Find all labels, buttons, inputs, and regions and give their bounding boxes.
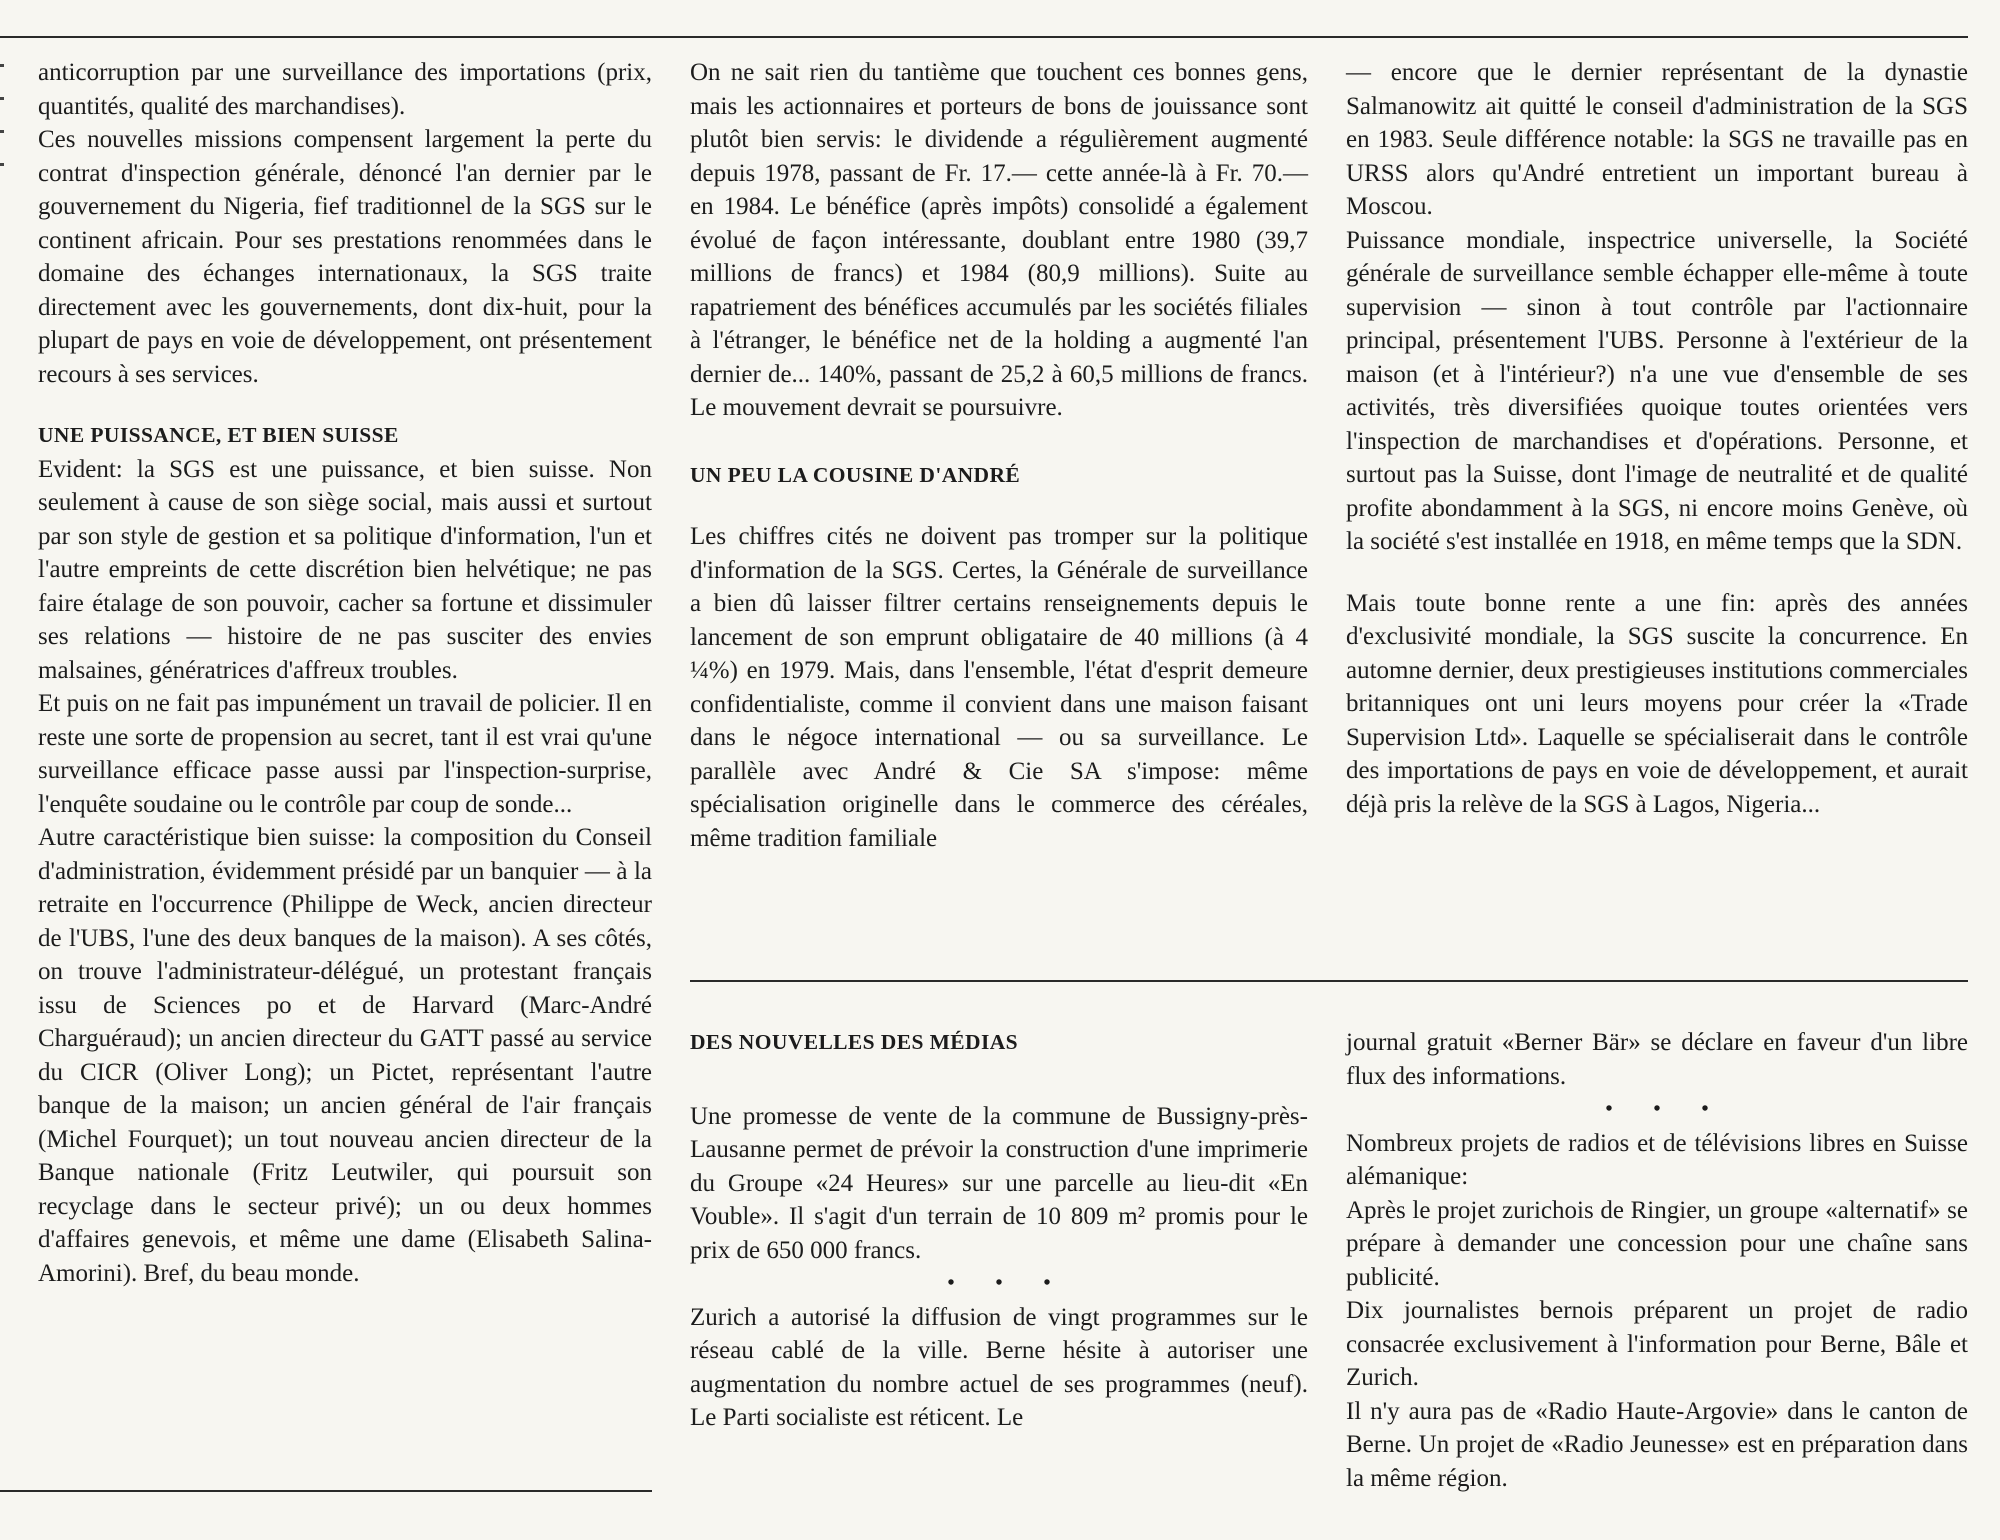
media-separator-1: • • • <box>947 1272 1069 1294</box>
col1-heading: UNE PUISSANCE, ET BIEN SUISSE <box>38 423 399 447</box>
col3-paragraph-1: — encore que le dernier représentant de la dynastie Salmanowitz ait quitté le conseil d'administration de la SGS en 1983. Seule différence notable: la SGS ne travaille pas en URSS alors qu'André entretient un important bureau à Moscou. <box>1346 59 1968 220</box>
media-heading: DES NOUVELLES DES MÉDIAS <box>690 1030 1019 1054</box>
media-separator-2: • • • <box>1605 1098 1727 1120</box>
media-paragraph-7: Il n'y aura pas de «Radio Haute-Argovie» dans le canton de Berne. Un projet de «Radio Jeunesse» est en préparation dans la même région. <box>1346 1397 1968 1492</box>
column-3 <box>1346 56 1968 821</box>
media-paragraph-3: journal gratuit «Berner Bär» se déclare en faveur d'un libre flux des informations. <box>1346 1029 1968 1090</box>
media-paragraph-1: Une promesse de vente de la commune de Bussigny-près-Lausanne permet de prévoir la construction d'une imprimerie du Groupe «24 Heures» sur une parcelle au lieu-dit «En Vouble». Il s'agit d'un terrain de 10 809 m² promis pour le prix de 650 000 francs. <box>690 1102 1308 1264</box>
col1-paragraph-5: Autre caractéristique bien suisse: la composition du Conseil d'administration, évidemment présidé par un banquier — à la retraite en l'occurrence (Philippe de Weck, ancien directeur de l'UBS, l'une des deux banques de la maison). A ses côtés, on trouve l'administrateur-délégué, un protestant français issu de Sciences po et de Harvard (Marc-André Charguéraud); un ancien directeur du GATT passé au service du CICR (Oliver Long); un Pictet, représentant l'autre banque de la maison; un ancien général de l'air français (Michel Fourquet); un tout nouveau ancien directeur de la Banque nationale (Fritz Leutwiler, qui poursuit son recyclage dans le secteur privé); un ou deux hommes d'affaires genevois, et même une dame (Elisabeth Salina-Amorini). Bref, du beau monde. <box>38 824 652 1287</box>
media-section-rule <box>690 980 1968 982</box>
media-paragraph-6: Dix journalistes bernois préparent un projet de radio consacrée exclusivement à l'information pour Berne, Bâle et Zurich. <box>1346 1297 1968 1391</box>
media-paragraph-4: Nombreux projets de radios et de télévisions libres en Suisse alémanique: <box>1346 1129 1968 1190</box>
column-2 <box>690 56 1308 855</box>
media-column-left <box>690 1026 1308 1435</box>
col2-paragraph-2: Les chiffres cités ne doivent pas tromper sur la politique d'information de la SGS. Certes, la Générale de surveillance a bien dû laisser filtrer certains renseignements depuis le lancement de son emprunt obligataire de 40 millions (à 4 ¼%) en 1979. Mais, dans l'ensemble, l'état d'esprit demeure confidentialiste, comme il convient dans une maison faisant dans le négoce international — ou sa surveillance. Le parallèle avec André & Cie SA s'impose: même spécialisation originelle dans le commerce des céréales, même tradition familiale <box>690 523 1308 852</box>
col1-paragraph-4: Et puis on ne fait pas impunément un travail de policier. Il en reste une sorte de propension au secret, tant il est vrai qu'une surveillance efficace passe aussi par l'inspection-surprise, l'enquête soudaine ou le contrôle par coup de sonde... <box>38 690 652 818</box>
column-1 <box>38 56 652 1290</box>
col3-paragraph-2: Puissance mondiale, inspectrice universelle, la Société générale de surveillance semble échapper elle-même à toute supervision — sinon à tout contrôle par l'actionnaire principal, présentement l'UBS. Personne à l'extérieur de la maison (et à l'intérieur?) n'a une vue d'ensemble de ses activités, très diversifiées quoique toutes orientées vers l'inspection de marchandises et d'opérations. Personne, et surtout pas la Suisse, dont l'image de neutralité et de qualité profite abondamment à la SGS, ni encore moins Genève, où la société s'est installée en 1918, en même temps que la SDN. <box>1346 226 1968 555</box>
col3-paragraph-3: Mais toute bonne rente a une fin: après des années d'exclusivité mondiale, la SGS suscite la concurrence. En automne dernier, deux prestigieuses institutions commerciales britanniques ont uni leurs moyens pour créer la «Trade Supervision Ltd». Laquelle se spécialiserait dans le contrôle des importations de pays en voie de développement, et aurait déjà pris la relève de la SGS à Lagos, Nigeria... <box>1346 589 1968 818</box>
media-paragraph-2: Zurich a autorisé la diffusion de vingt programmes sur le réseau cablé de la ville. Berne hésite à autoriser une augmentation du nombre actuel de ses programmes (neuf). Le Parti socialiste est réticent. Le <box>690 1303 1308 1431</box>
col1-paragraph-1: anticorruption par une surveillance des importations (prix, quantités, qualité des marchandises). <box>38 59 652 120</box>
col2-heading: UN PEU LA COUSINE D'ANDRÉ <box>690 462 1021 487</box>
margin-ticks <box>0 64 6 196</box>
bottom-left-rule <box>0 1490 652 1492</box>
col1-paragraph-2: Ces nouvelles missions compensent largement la perte du contrat d'inspection générale, dénoncé l'an dernier par le gouvernement du Nigeria, fief traditionnel de la SGS sur le continent africain. Pour ses prestations renommées dans le domaine des échanges internationaux, la SGS traite directement avec les gouvernements, dont dix-huit, pour la plupart de pays en voie de développement, ont présentement recours à ses services. <box>38 126 652 388</box>
col1-paragraph-3: Evident: la SGS est une puissance, et bien suisse. Non seulement à cause de son siège social, mais aussi et surtout par son style de gestion et sa politique d'information, l'un et l'autre empreints de cette discrétion bien helvétique; ne pas faire étalage de son pouvoir, cacher sa fortune et dissimuler ses relations — histoire de ne pas susciter des envies malsaines, génératrices d'affreux troubles. <box>38 455 652 684</box>
top-rule <box>0 36 1968 38</box>
media-paragraph-5: Après le projet zurichois de Ringier, un groupe «alternatif» se prépare à demander une concession pour une chaîne sans publicité. <box>1346 1196 1968 1291</box>
col2-paragraph-1: On ne sait rien du tantième que touchent ces bonnes gens, mais les actionnaires et porteurs de bons de jouissance sont plutôt bien servis: le dividende a régulièrement augmenté depuis 1978, passant de Fr. 17.— cette année-là à Fr. 70.— en 1984. Le bénéfice (après impôts) consolidé a également évolué de façon intéressante, doublant entre 1980 (39,7 millions de francs) et 1984 (80,9 millions). Suite au rapatriement des bénéfices accumulés par les sociétés filiales à l'étranger, le bénéfice net de la holding a augmenté l'an dernier de... 140%, passant de 25,2 à 60,5 millions de francs. Le mouvement devrait se poursuivre. <box>690 59 1308 421</box>
media-column-right <box>1346 1026 1968 1495</box>
